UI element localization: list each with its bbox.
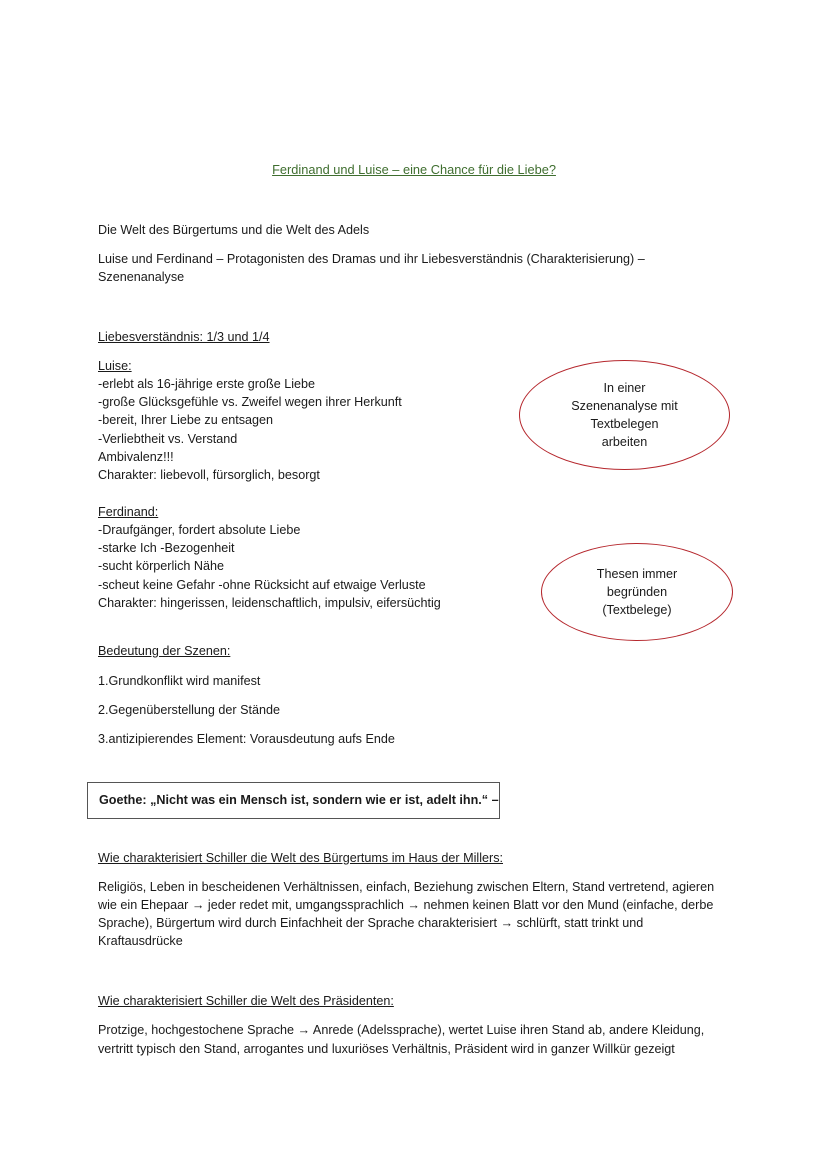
luise-item: Charakter: liebevoll, fürsorglich, besorgt [98,468,320,482]
liebesverstaendnis-heading: Liebesverständnis: 1/3 und 1/4 [98,330,270,344]
oval-text-line: Textbelegen [590,417,659,431]
oval-text-line: begründen [606,585,668,599]
buergertum-line: Kraftausdrücke [98,934,183,948]
luise-item: Ambivalenz!!! [98,450,174,464]
bedeutung-item: 1.Grundkonflikt wird manifest [98,674,261,688]
page-title: Ferdinand und Luise – eine Chance für die Liebe? [272,162,556,177]
oval-text-line: (Textbelege) [602,603,672,617]
oval-text-line: In einer [603,381,646,395]
oval-text-line: Szenenanalyse mit [571,399,678,413]
bedeutung-heading: Bedeutung der Szenen: [98,644,231,658]
luise-item: -bereit, Ihrer Liebe zu entsagen [98,413,274,427]
praesident-heading: Wie charakterisiert Schiller die Welt des Präsidenten: [98,994,394,1008]
intro-line-2a: Luise und Ferdinand – Protagonisten des Dramas und ihr Liebesverständnis (Charakterisierung) – [98,252,645,266]
ferdinand-item: -sucht körperlich Nähe [98,559,224,573]
luise-item: -große Glücksgefühle vs. Zweifel wegen ihrer Herkunft [98,395,402,409]
ferdinand-item: Charakter: hingerissen, leidenschaftlich, impulsiv, eifersüchtig [98,596,441,610]
goethe-quote-box [87,782,500,819]
note-oval-theses [541,543,733,641]
ferdinand-heading: Ferdinand: [98,505,159,519]
ferdinand-item: -scheut keine Gefahr -ohne Rücksicht auf etwaige Verluste [98,578,426,592]
oval-text-line: arbeiten [601,435,648,449]
buergertum-line: Sprache), Bürgertum wird durch Einfachheit der Sprache charakterisiert → schlürft, statt trinkt und [98,916,644,930]
intro-line-1: Die Welt des Bürgertums und die Welt des Adels [98,223,370,237]
bedeutung-item: 2.Gegenüberstellung der Stände [98,703,281,717]
luise-heading: Luise: [98,359,132,373]
buergertum-heading: Wie charakterisiert Schiller die Welt des Bürgertums im Haus der Millers: [98,851,503,865]
praesident-line: vertritt typisch den Stand, arrogantes und luxuriöses Verhältnis, Präsident wird in ganzer Willkür gezeigt [98,1042,675,1056]
luise-item: -Verliebtheit vs. Verstand [98,432,238,446]
praesident-line: Protzige, hochgestochene Sprache → Anrede (Adelssprache), wertet Luise ihren Stand ab, andere Kleidung, [98,1023,705,1037]
goethe-quote: Goethe: „Nicht was ein Mensch ist, sondern wie er ist, adelt ihn.“ – [99,793,499,807]
buergertum-line: wie ein Ehepaar → jeder redet mit, umgangssprachlich → nehmen keinen Blatt vor den Mund (einfache, derbe [98,898,714,912]
oval-text-line: Thesen immer [596,567,678,581]
luise-item: -erlebt als 16-jährige erste große Liebe [98,377,316,391]
ferdinand-item: -Draufgänger, fordert absolute Liebe [98,523,301,537]
intro-line-2b: Szenenanalyse [98,270,185,284]
buergertum-line: Religiös, Leben in bescheidenen Verhältnissen, einfach, Beziehung zwischen Eltern, Stand vertretend, agieren [98,880,715,894]
bedeutung-item: 3.antizipierendes Element: Vorausdeutung aufs Ende [98,732,395,746]
note-oval-analysis [519,360,730,470]
ferdinand-item: -starke Ich -Bezogenheit [98,541,235,555]
